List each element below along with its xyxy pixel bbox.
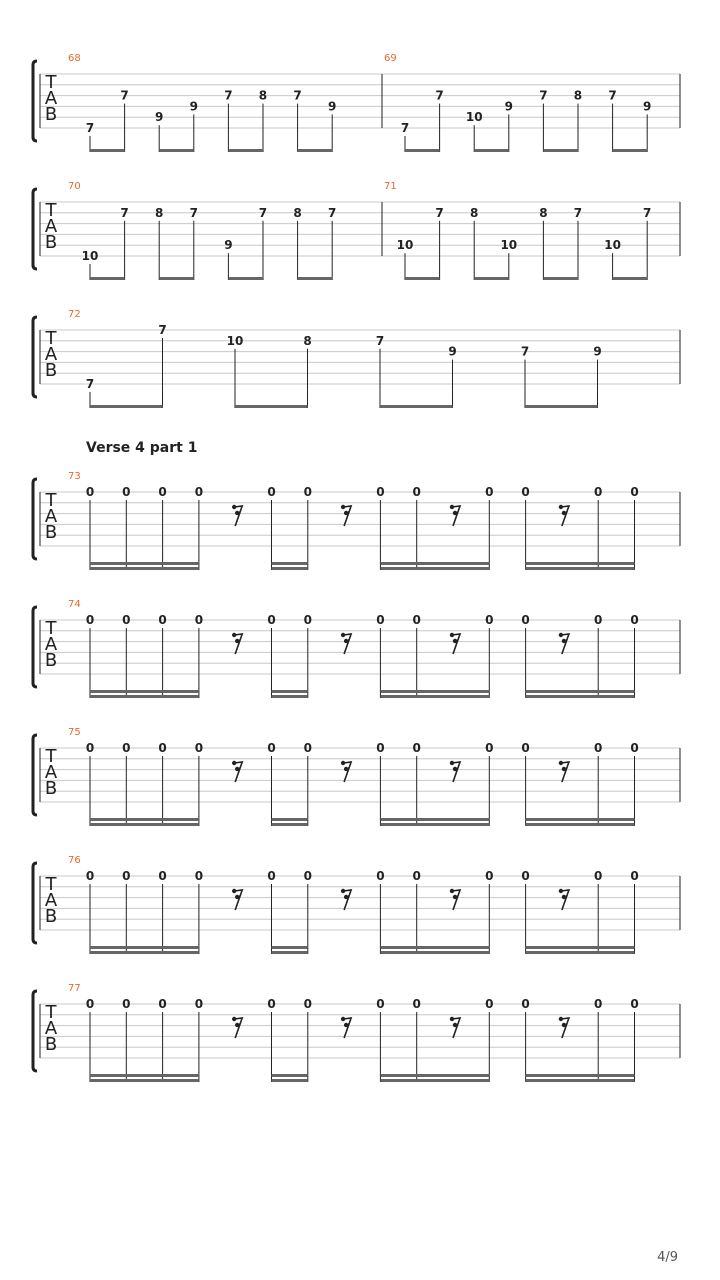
sixteenth-rest	[559, 889, 569, 910]
tab-clef-letter: A	[44, 216, 58, 237]
fret-number: 7	[435, 88, 444, 103]
tab-clef-letter: T	[45, 1002, 57, 1023]
rest-stem	[561, 1018, 569, 1038]
rest-flag	[455, 1024, 458, 1025]
beam	[90, 277, 125, 280]
beam	[525, 405, 598, 408]
fret-number: 0	[412, 869, 421, 883]
sixteenth-rest	[559, 1017, 569, 1038]
fret-number: 0	[594, 741, 603, 755]
beam	[526, 1074, 635, 1077]
fret-number: 0	[85, 997, 95, 1011]
tab-system-8	[33, 983, 680, 1082]
fret-number: 0	[122, 869, 131, 883]
fret-number: 0	[521, 997, 530, 1011]
rest-flag	[564, 512, 567, 513]
beam	[380, 1074, 489, 1077]
fret-number: 9	[224, 238, 233, 253]
fret-number: 7	[258, 205, 268, 220]
beam	[380, 946, 489, 949]
fret-number: 0	[376, 741, 385, 755]
fret-number: 0	[85, 485, 95, 499]
rest-flag	[237, 512, 240, 513]
system-bracket	[33, 607, 37, 687]
beam	[474, 149, 509, 152]
beam	[90, 695, 199, 698]
rest-stem	[452, 1018, 460, 1038]
rest-stem	[343, 634, 351, 654]
rest-stem	[452, 506, 460, 526]
rest-stem	[234, 506, 242, 526]
fret-number: 10	[396, 238, 414, 253]
tab-system-6	[33, 727, 680, 826]
tab-system-3	[33, 309, 680, 408]
beam	[90, 562, 199, 565]
beam	[543, 277, 578, 280]
fret-number: 7	[158, 323, 167, 337]
rest-flag	[564, 640, 567, 641]
sixteenth-rest	[450, 505, 460, 526]
rest-flag	[237, 768, 240, 769]
fret-number: 0	[376, 613, 385, 627]
rest-stem	[561, 762, 569, 782]
fret-number: 0	[521, 485, 530, 499]
tab-clef-letter: A	[44, 88, 58, 109]
beam	[272, 562, 308, 565]
beam	[272, 1074, 308, 1077]
sixteenth-rest	[232, 1017, 242, 1038]
tab-clef-letter: B	[44, 232, 58, 253]
fret-number: 9	[643, 99, 652, 114]
fret-number: 7	[539, 88, 548, 103]
fret-number: 0	[122, 485, 131, 499]
fret-number: 0	[122, 741, 131, 755]
beam	[90, 946, 199, 949]
fret-number: 0	[158, 997, 167, 1011]
fret-number: 8	[303, 333, 312, 348]
beam	[613, 277, 648, 280]
rest-flag	[237, 896, 240, 897]
beam	[228, 149, 263, 152]
tab-clef-letter: B	[44, 360, 58, 381]
beam	[90, 1079, 199, 1082]
fret-number: 0	[194, 613, 204, 627]
sixteenth-rest	[450, 761, 460, 782]
beam	[526, 695, 635, 698]
rest-stem	[234, 634, 242, 654]
beam	[159, 277, 194, 280]
beam	[272, 567, 308, 570]
beam	[90, 951, 199, 954]
beam	[526, 567, 635, 570]
fret-number: 0	[594, 485, 603, 499]
fret-number: 0	[194, 997, 204, 1011]
fret-number: 0	[376, 869, 385, 883]
fret-number: 9	[593, 344, 602, 359]
beam	[474, 277, 509, 280]
tab-clef-letter: T	[45, 200, 57, 221]
fret-number: 0	[267, 997, 276, 1011]
system-bracket	[33, 317, 37, 397]
beam	[543, 149, 578, 152]
measure-number: 77	[68, 983, 81, 994]
fret-number: 0	[412, 485, 421, 499]
tab-clef-letter: A	[44, 506, 58, 527]
rest-flag	[237, 640, 240, 641]
fret-number: 0	[521, 613, 530, 627]
fret-number: 8	[293, 205, 302, 220]
fret-number: 0	[630, 741, 639, 755]
beam	[272, 695, 308, 698]
fret-number: 0	[158, 741, 167, 755]
rest-flag	[564, 768, 567, 769]
fret-number: 0	[594, 613, 603, 627]
beam	[235, 405, 308, 408]
fret-number: 0	[485, 613, 494, 627]
fret-number: 7	[643, 205, 652, 220]
rest-flag	[346, 1024, 349, 1025]
tab-clef-letter: A	[44, 890, 58, 911]
sixteenth-rest	[341, 761, 351, 782]
fret-number: 0	[303, 869, 312, 883]
fret-number: 0	[267, 613, 276, 627]
tab-clef-letter: T	[45, 746, 57, 767]
fret-number: 10	[81, 249, 99, 263]
sixteenth-rest	[232, 633, 242, 654]
beam	[526, 818, 635, 821]
fret-number: 0	[630, 869, 639, 883]
fret-number: 0	[485, 997, 494, 1011]
beam	[380, 818, 489, 821]
section-label: Verse 4 part 1	[86, 440, 198, 456]
beam	[526, 562, 635, 565]
tab-system-1	[33, 53, 680, 152]
fret-number: 0	[194, 869, 204, 883]
rest-flag	[455, 512, 458, 513]
rest-stem	[343, 762, 351, 782]
rest-flag	[455, 768, 458, 769]
sixteenth-rest	[559, 633, 569, 654]
sixteenth-rest	[232, 889, 242, 910]
fret-number: 0	[267, 485, 276, 499]
tab-clef-letter: T	[45, 328, 57, 349]
beam	[380, 562, 489, 565]
beam	[380, 951, 489, 954]
fret-number: 0	[485, 485, 494, 499]
fret-number: 0	[594, 869, 603, 883]
beam	[272, 823, 308, 826]
fret-number: 0	[303, 485, 312, 499]
fret-number: 0	[630, 997, 639, 1011]
rest-stem	[234, 762, 242, 782]
beam	[272, 946, 308, 949]
tab-clef-letter: T	[45, 490, 57, 511]
fret-number: 0	[85, 869, 95, 883]
fret-number: 0	[158, 485, 167, 499]
fret-number: 7	[520, 344, 530, 359]
sixteenth-rest	[341, 505, 351, 526]
fret-number: 0	[303, 613, 312, 627]
measure-number: 72	[68, 309, 81, 320]
fret-number: 0	[194, 741, 204, 755]
beam	[90, 690, 199, 693]
tab-clef-letter: A	[44, 634, 58, 655]
fret-number: 8	[470, 205, 479, 220]
tab-clef-letter: T	[45, 874, 57, 895]
rest-stem	[234, 1018, 242, 1038]
beam	[380, 405, 453, 408]
fret-number: 9	[155, 110, 164, 125]
tab-system-5	[33, 599, 680, 698]
tab-system-2	[33, 181, 680, 280]
fret-number: 7	[435, 205, 444, 220]
rest-flag	[455, 896, 458, 897]
fret-number: 10	[226, 333, 244, 348]
measure-number: 76	[68, 855, 81, 866]
tab-clef-letter: A	[44, 1018, 58, 1039]
fret-number: 9	[189, 99, 198, 114]
sixteenth-rest	[450, 889, 460, 910]
beam	[613, 149, 648, 152]
fret-number: 0	[485, 741, 494, 755]
fret-number: 9	[504, 99, 513, 114]
rest-flag	[346, 640, 349, 641]
sixteenth-rest	[450, 633, 460, 654]
fret-number: 8	[539, 205, 548, 220]
beam	[298, 277, 333, 280]
beam	[526, 946, 635, 949]
rest-flag	[455, 640, 458, 641]
fret-number: 10	[465, 110, 483, 125]
rest-stem	[561, 890, 569, 910]
fret-number: 0	[521, 741, 530, 755]
fret-number: 0	[158, 869, 167, 883]
beam	[526, 823, 635, 826]
tab-clef-letter: A	[44, 344, 58, 365]
beam	[405, 149, 440, 152]
fret-number: 0	[485, 869, 494, 883]
beam	[272, 951, 308, 954]
beam	[380, 567, 489, 570]
tab-clef-letter: B	[44, 906, 58, 927]
fret-number: 7	[293, 88, 302, 103]
fret-number: 0	[267, 869, 276, 883]
beam	[90, 149, 125, 152]
rest-flag	[564, 1024, 567, 1025]
measure-number: 70	[68, 181, 81, 192]
tab-clef-letter: B	[44, 522, 58, 543]
rest-flag	[346, 896, 349, 897]
rest-stem	[452, 634, 460, 654]
fret-number: 0	[412, 613, 421, 627]
tab-clef-letter: B	[44, 778, 58, 799]
fret-number: 0	[85, 613, 95, 627]
fret-number: 0	[630, 613, 639, 627]
rest-stem	[452, 890, 460, 910]
measure-number: 73	[68, 471, 81, 482]
tab-clef-letter: B	[44, 104, 58, 125]
beam	[272, 818, 308, 821]
fret-number: 0	[122, 997, 131, 1011]
measure-number: 69	[384, 53, 397, 64]
rest-stem	[561, 634, 569, 654]
rest-stem	[561, 506, 569, 526]
fret-number: 0	[194, 485, 204, 499]
system-bracket	[33, 991, 37, 1071]
sixteenth-rest	[341, 1017, 351, 1038]
sixteenth-rest	[232, 761, 242, 782]
fret-number: 10	[500, 238, 518, 253]
beam	[90, 405, 163, 408]
system-bracket	[33, 479, 37, 559]
beam	[380, 690, 489, 693]
rest-flag	[564, 896, 567, 897]
fret-number: 0	[376, 485, 385, 499]
measure-number: 71	[384, 181, 397, 192]
tab-clef-letter: B	[44, 650, 58, 671]
rest-stem	[343, 1018, 351, 1038]
fret-number: 0	[122, 613, 131, 627]
sixteenth-rest	[232, 505, 242, 526]
rest-flag	[237, 1024, 240, 1025]
beam	[380, 823, 489, 826]
fret-number: 0	[267, 741, 276, 755]
beam	[526, 951, 635, 954]
fret-number: 7	[608, 88, 617, 103]
system-bracket	[33, 61, 37, 141]
tab-system-4	[33, 471, 680, 570]
sixteenth-rest	[341, 889, 351, 910]
system-bracket	[33, 189, 37, 269]
fret-number: 7	[85, 377, 95, 391]
fret-number: 7	[120, 88, 129, 103]
beam	[90, 823, 199, 826]
fret-number: 7	[120, 205, 129, 220]
fret-number: 7	[400, 121, 410, 135]
beam	[272, 690, 308, 693]
beam	[298, 149, 333, 152]
measure-number: 68	[68, 53, 81, 64]
rest-stem	[343, 506, 351, 526]
fret-number: 0	[521, 869, 530, 883]
fret-number: 7	[375, 333, 385, 348]
beam	[90, 567, 199, 570]
system-bracket	[33, 863, 37, 943]
beam	[380, 695, 489, 698]
sixteenth-rest	[450, 1017, 460, 1038]
beam	[405, 277, 440, 280]
fret-number: 0	[630, 485, 639, 499]
fret-number: 7	[573, 205, 583, 220]
fret-number: 0	[85, 741, 95, 755]
fret-number: 0	[158, 613, 167, 627]
tab-system-7	[33, 855, 680, 954]
fret-number: 7	[189, 205, 198, 220]
fret-number: 0	[594, 997, 603, 1011]
fret-number: 7	[85, 121, 95, 135]
sixteenth-rest	[559, 761, 569, 782]
tab-clef-letter: T	[45, 618, 57, 639]
beam	[90, 818, 199, 821]
fret-number: 8	[258, 88, 268, 103]
rest-stem	[343, 890, 351, 910]
tab-clef-letter: A	[44, 762, 58, 783]
fret-number: 7	[224, 88, 233, 103]
page-number: 4/9	[657, 1250, 678, 1265]
fret-number: 0	[303, 997, 312, 1011]
measure-number: 74	[68, 599, 81, 610]
sixteenth-rest	[559, 505, 569, 526]
fret-number: 7	[328, 205, 337, 220]
fret-number: 8	[573, 88, 583, 103]
rest-stem	[234, 890, 242, 910]
beam	[526, 1079, 635, 1082]
fret-number: 10	[604, 238, 621, 253]
fret-number: 9	[448, 344, 457, 359]
tab-clef-letter: B	[44, 1034, 58, 1055]
beam	[90, 1074, 199, 1077]
rest-stem	[452, 762, 460, 782]
beam	[526, 690, 635, 693]
measure-number: 75	[68, 727, 81, 738]
fret-number: 9	[328, 99, 337, 114]
beam	[159, 149, 194, 152]
beam	[380, 1079, 489, 1082]
fret-number: 0	[412, 741, 421, 755]
fret-number: 0	[303, 741, 312, 755]
fret-number: 0	[376, 997, 385, 1011]
fret-number: 0	[412, 997, 421, 1011]
rest-flag	[346, 768, 349, 769]
system-bracket	[33, 735, 37, 815]
tab-clef-letter: T	[45, 72, 57, 93]
rest-flag	[346, 512, 349, 513]
beam	[272, 1079, 308, 1082]
sixteenth-rest	[341, 633, 351, 654]
fret-number: 8	[155, 205, 164, 220]
beam	[228, 277, 263, 280]
